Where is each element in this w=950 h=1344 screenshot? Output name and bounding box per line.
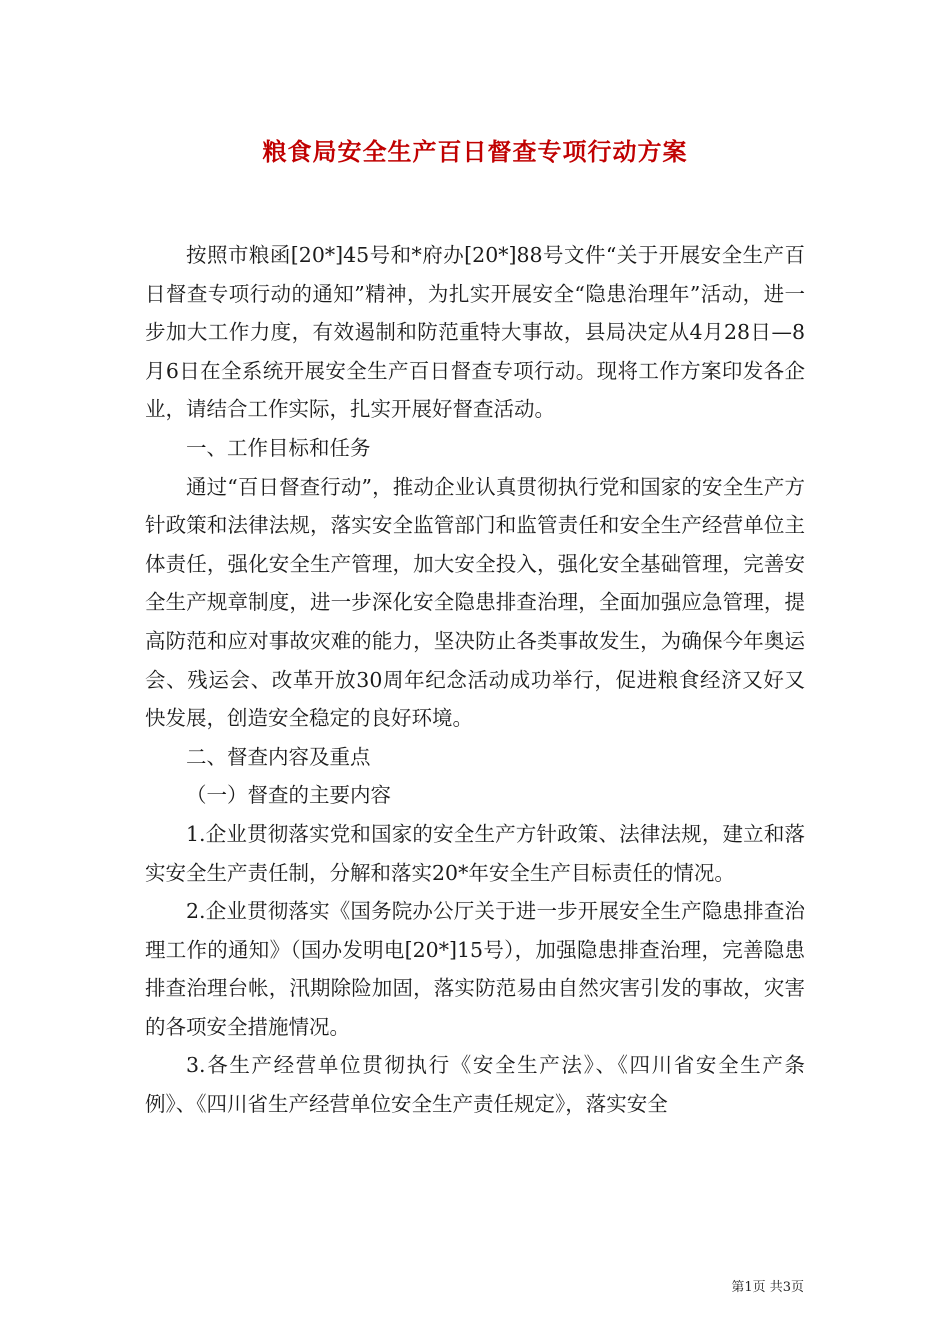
subsection-heading-1: （一）督查的主要内容: [186, 783, 391, 808]
list-item-1: 1.企业贯彻落实党和国家的安全生产方针政策、法律法规，建立和落实安全生产责任制，分解和落实20*年安全生产目标责任的情况。: [145, 821, 805, 885]
section-heading-1: 一、工作目标和任务: [186, 435, 371, 460]
document-body: [145, 236, 805, 1124]
paragraph-goals: 通过“百日督查行动”，推动企业认真贯彻执行党和国家的安全生产方针政策和法律法规，落实安全监管部门和监管责任和安全生产经营单位主体责任，强化安全生产管理，加大安全投入，强化安全基础管理，完善安全生产规章制度，进一步深化安全隐患排查治理，全面加强应急管理，提高防范和应对事故灾难的能力，坚决防止各类事故发生，为确保今年奥运会、残运会、改革开放30周年纪念活动成功举行，促进粮食经济又好又快发展，创造安全稳定的良好环境。: [145, 474, 805, 731]
list-item-2: 2.企业贯彻落实《国务院办公厅关于进一步开展安全生产隐患排查治理工作的通知》（国办发明电[20*]15号），加强隐患排查治理，完善隐患排查治理台帐，汛期除险加固，落实防范易由自然灾害引发的事故，灾害的各项安全措施情况。: [145, 899, 805, 1039]
page-number: 第1页 共3页: [731, 1280, 804, 1295]
document-title: 粮食局安全生产百日督查专项行动方案: [262, 138, 688, 166]
section-heading-2: 二、督查内容及重点: [186, 744, 371, 769]
list-item-3: 3.各生产经营单位贯彻执行《安全生产法》、《四川省安全生产条例》、《四川省生产经营单位安全生产责任规定》，落实安全: [145, 1053, 805, 1117]
paragraph-intro: 按照市粮函[20*]45号和*府办[20*]88号文件“关于开展安全生产百日督查专项行动的通知”精神，为扎实开展安全“隐患治理年”活动，进一步加大工作力度，有效遏制和防范重特大事故，县局决定从4月28日—8月6日在全系统开展安全生产百日督查专项行动。现将工作方案印发各企业，请结合工作实际，扎实开展好督查活动。: [145, 243, 805, 422]
